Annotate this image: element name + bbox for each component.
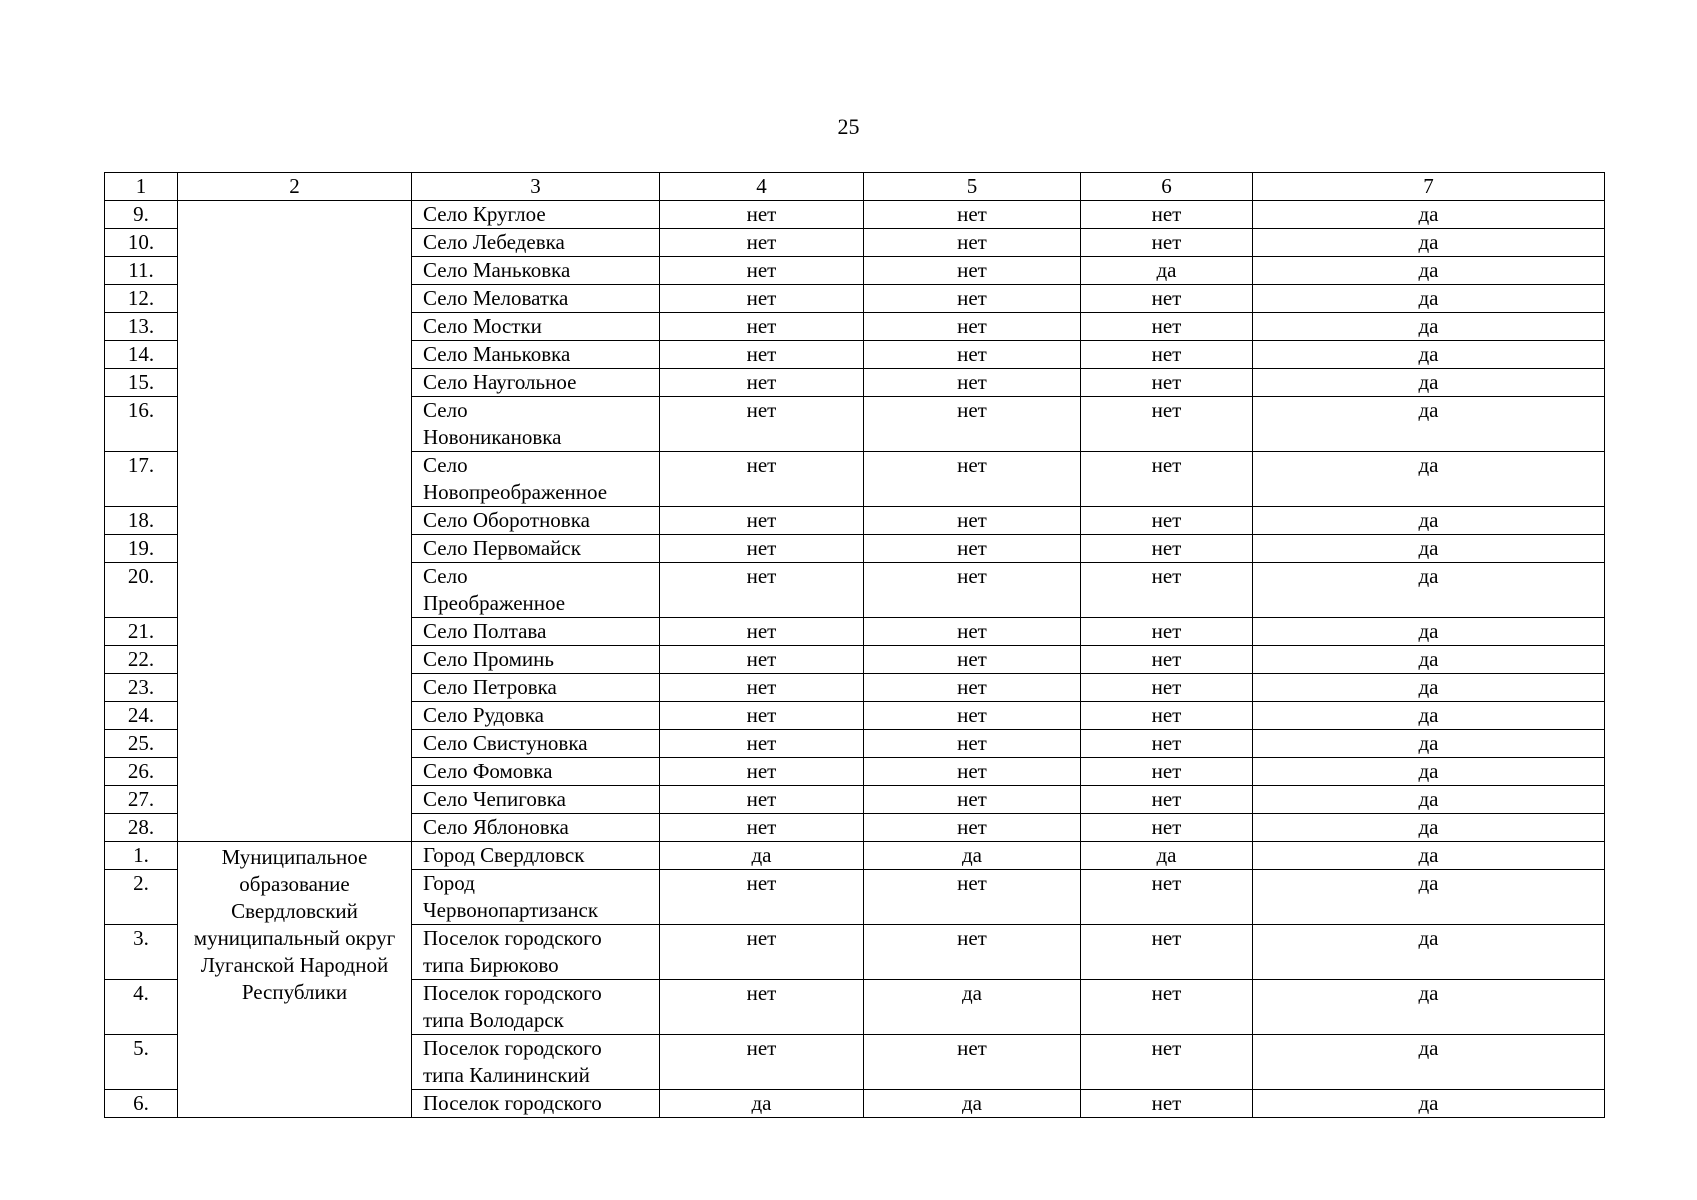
header-cell-5: 5 [864, 173, 1081, 201]
row-number: 26. [105, 758, 178, 786]
column-6-value: нет [1081, 618, 1253, 646]
column-6-value: нет [1081, 870, 1253, 925]
column-5-value: нет [864, 674, 1081, 702]
column-4-value: нет [660, 285, 864, 313]
column-7-value: да [1253, 507, 1605, 535]
column-5-value: нет [864, 925, 1081, 980]
column-5-value: нет [864, 646, 1081, 674]
column-5-value: нет [864, 369, 1081, 397]
column-5-value: нет [864, 814, 1081, 842]
column-6-value: да [1081, 257, 1253, 285]
column-6-value: нет [1081, 730, 1253, 758]
column-6-value: нет [1081, 702, 1253, 730]
settlement-name: Село Петровка [412, 674, 660, 702]
municipality-cell [178, 201, 412, 842]
column-6-value: нет [1081, 452, 1253, 507]
settlement-name: Село Лебедевка [412, 229, 660, 257]
page-number: 25 [837, 114, 860, 139]
row-number: 20. [105, 563, 178, 618]
row-number: 10. [105, 229, 178, 257]
column-7-value: да [1253, 870, 1605, 925]
settlement-name: Поселок городского типа Бирюково [412, 925, 660, 980]
column-6-value: да [1081, 842, 1253, 870]
column-5-value: да [864, 1090, 1081, 1118]
column-4-value: нет [660, 674, 864, 702]
column-5-value: нет [864, 535, 1081, 563]
column-6-value: нет [1081, 814, 1253, 842]
column-4-value: нет [660, 1035, 864, 1090]
settlement-name: Село Проминь [412, 646, 660, 674]
settlement-name: Село Оборотновка [412, 507, 660, 535]
column-6-value: нет [1081, 313, 1253, 341]
column-4-value: нет [660, 786, 864, 814]
row-number: 2. [105, 870, 178, 925]
header-cell-7: 7 [1253, 173, 1605, 201]
settlement-name: Село Свистуновка [412, 730, 660, 758]
row-number: 23. [105, 674, 178, 702]
column-4-value: нет [660, 341, 864, 369]
settlement-name: Село Наугольное [412, 369, 660, 397]
column-5-value: да [864, 842, 1081, 870]
column-6-value: нет [1081, 285, 1253, 313]
row-number: 27. [105, 786, 178, 814]
row-number: 24. [105, 702, 178, 730]
column-4-value: нет [660, 758, 864, 786]
column-7-value: да [1253, 452, 1605, 507]
settlement-name: Село Меловатка [412, 285, 660, 313]
column-5-value: нет [864, 702, 1081, 730]
column-7-value: да [1253, 674, 1605, 702]
column-5-value: нет [864, 870, 1081, 925]
column-7-value: да [1253, 814, 1605, 842]
row-number: 18. [105, 507, 178, 535]
row-number: 17. [105, 452, 178, 507]
column-7-value: да [1253, 925, 1605, 980]
column-4-value: да [660, 842, 864, 870]
row-number: 4. [105, 980, 178, 1035]
column-7-value: да [1253, 1090, 1605, 1118]
settlement-name: Село Мостки [412, 313, 660, 341]
row-number: 25. [105, 730, 178, 758]
column-4-value: нет [660, 507, 864, 535]
row-number: 19. [105, 535, 178, 563]
column-5-value: нет [864, 229, 1081, 257]
settlement-name: Село Маньковка [412, 341, 660, 369]
row-number: 15. [105, 369, 178, 397]
column-4-value: нет [660, 646, 864, 674]
column-6-value: нет [1081, 535, 1253, 563]
settlement-name: Село Новоникановка [412, 397, 660, 452]
column-5-value: нет [864, 730, 1081, 758]
column-7-value: да [1253, 618, 1605, 646]
column-5-value: нет [864, 507, 1081, 535]
column-4-value: нет [660, 980, 864, 1035]
column-7-value: да [1253, 201, 1605, 229]
column-6-value: нет [1081, 397, 1253, 452]
column-6-value: нет [1081, 341, 1253, 369]
settlement-name: Село Первомайск [412, 535, 660, 563]
header-row [105, 173, 1605, 201]
column-6-value: нет [1081, 369, 1253, 397]
header-cell-1: 1 [105, 173, 178, 201]
column-6-value: нет [1081, 563, 1253, 618]
column-4-value: нет [660, 201, 864, 229]
settlements-table [104, 172, 1605, 1118]
column-6-value: нет [1081, 674, 1253, 702]
column-7-value: да [1253, 786, 1605, 814]
column-4-value: да [660, 1090, 864, 1118]
header-cell-6: 6 [1081, 173, 1253, 201]
column-7-value: да [1253, 1035, 1605, 1090]
column-4-value: нет [660, 618, 864, 646]
column-5-value: нет [864, 285, 1081, 313]
header-cell-3: 3 [412, 173, 660, 201]
column-4-value: нет [660, 535, 864, 563]
column-7-value: да [1253, 646, 1605, 674]
column-6-value: нет [1081, 646, 1253, 674]
column-7-value: да [1253, 229, 1605, 257]
column-7-value: да [1253, 369, 1605, 397]
column-5-value: нет [864, 257, 1081, 285]
row-number: 22. [105, 646, 178, 674]
row-number: 5. [105, 1035, 178, 1090]
column-7-value: да [1253, 563, 1605, 618]
settlement-name: Поселок городского типа Калининский [412, 1035, 660, 1090]
table-body [105, 173, 1605, 1118]
settlement-name: Село Маньковка [412, 257, 660, 285]
column-5-value: нет [864, 341, 1081, 369]
column-4-value: нет [660, 369, 864, 397]
column-7-value: да [1253, 535, 1605, 563]
column-5-value: нет [864, 1035, 1081, 1090]
settlement-name: Село Яблоновка [412, 814, 660, 842]
column-6-value: нет [1081, 758, 1253, 786]
column-7-value: да [1253, 842, 1605, 870]
column-4-value: нет [660, 814, 864, 842]
settlement-name: Село Преображенное [412, 563, 660, 618]
header-cell-2: 2 [178, 173, 412, 201]
municipality-cell: Муниципальное образование Свердловский муниципальный округ Луганской Народной Республики [178, 842, 412, 1118]
column-4-value: нет [660, 313, 864, 341]
column-4-value: нет [660, 397, 864, 452]
column-6-value: нет [1081, 201, 1253, 229]
column-6-value: нет [1081, 925, 1253, 980]
column-7-value: да [1253, 257, 1605, 285]
column-5-value: нет [864, 618, 1081, 646]
column-5-value: нет [864, 397, 1081, 452]
settlement-name: Село Рудовка [412, 702, 660, 730]
row-number: 13. [105, 313, 178, 341]
column-7-value: да [1253, 758, 1605, 786]
row-number: 16. [105, 397, 178, 452]
column-7-value: да [1253, 397, 1605, 452]
column-7-value: да [1253, 313, 1605, 341]
column-5-value: нет [864, 452, 1081, 507]
settlement-name: Город Свердловск [412, 842, 660, 870]
column-4-value: нет [660, 702, 864, 730]
row-number: 21. [105, 618, 178, 646]
settlement-name: Село Чепиговка [412, 786, 660, 814]
settlement-name: Село Полтава [412, 618, 660, 646]
column-4-value: нет [660, 452, 864, 507]
column-6-value: нет [1081, 229, 1253, 257]
column-4-value: нет [660, 563, 864, 618]
column-6-value: нет [1081, 786, 1253, 814]
column-6-value: нет [1081, 1090, 1253, 1118]
row-number: 6. [105, 1090, 178, 1118]
row-number: 3. [105, 925, 178, 980]
column-7-value: да [1253, 702, 1605, 730]
settlement-name: Село Новопреображенное [412, 452, 660, 507]
row-number: 11. [105, 257, 178, 285]
column-4-value: нет [660, 229, 864, 257]
column-6-value: нет [1081, 980, 1253, 1035]
column-5-value: нет [864, 201, 1081, 229]
settlement-name: Поселок городского типа Володарск [412, 980, 660, 1035]
column-7-value: да [1253, 341, 1605, 369]
row-number: 28. [105, 814, 178, 842]
column-7-value: да [1253, 285, 1605, 313]
column-5-value: нет [864, 563, 1081, 618]
row-number: 12. [105, 285, 178, 313]
column-4-value: нет [660, 257, 864, 285]
column-4-value: нет [660, 730, 864, 758]
column-5-value: нет [864, 758, 1081, 786]
settlement-name: Село Фомовка [412, 758, 660, 786]
settlement-name: Село Круглое [412, 201, 660, 229]
row-number: 9. [105, 201, 178, 229]
row-number: 1. [105, 842, 178, 870]
column-4-value: нет [660, 925, 864, 980]
settlement-name: Поселок городского [412, 1090, 660, 1118]
header-cell-4: 4 [660, 173, 864, 201]
settlement-name: Город Червонопартизанск [412, 870, 660, 925]
column-5-value: нет [864, 313, 1081, 341]
column-5-value: да [864, 980, 1081, 1035]
column-6-value: нет [1081, 507, 1253, 535]
column-7-value: да [1253, 730, 1605, 758]
column-5-value: нет [864, 786, 1081, 814]
column-4-value: нет [660, 870, 864, 925]
column-6-value: нет [1081, 1035, 1253, 1090]
table-row [105, 842, 1605, 870]
column-7-value: да [1253, 980, 1605, 1035]
row-number: 14. [105, 341, 178, 369]
table-row [105, 201, 1605, 229]
